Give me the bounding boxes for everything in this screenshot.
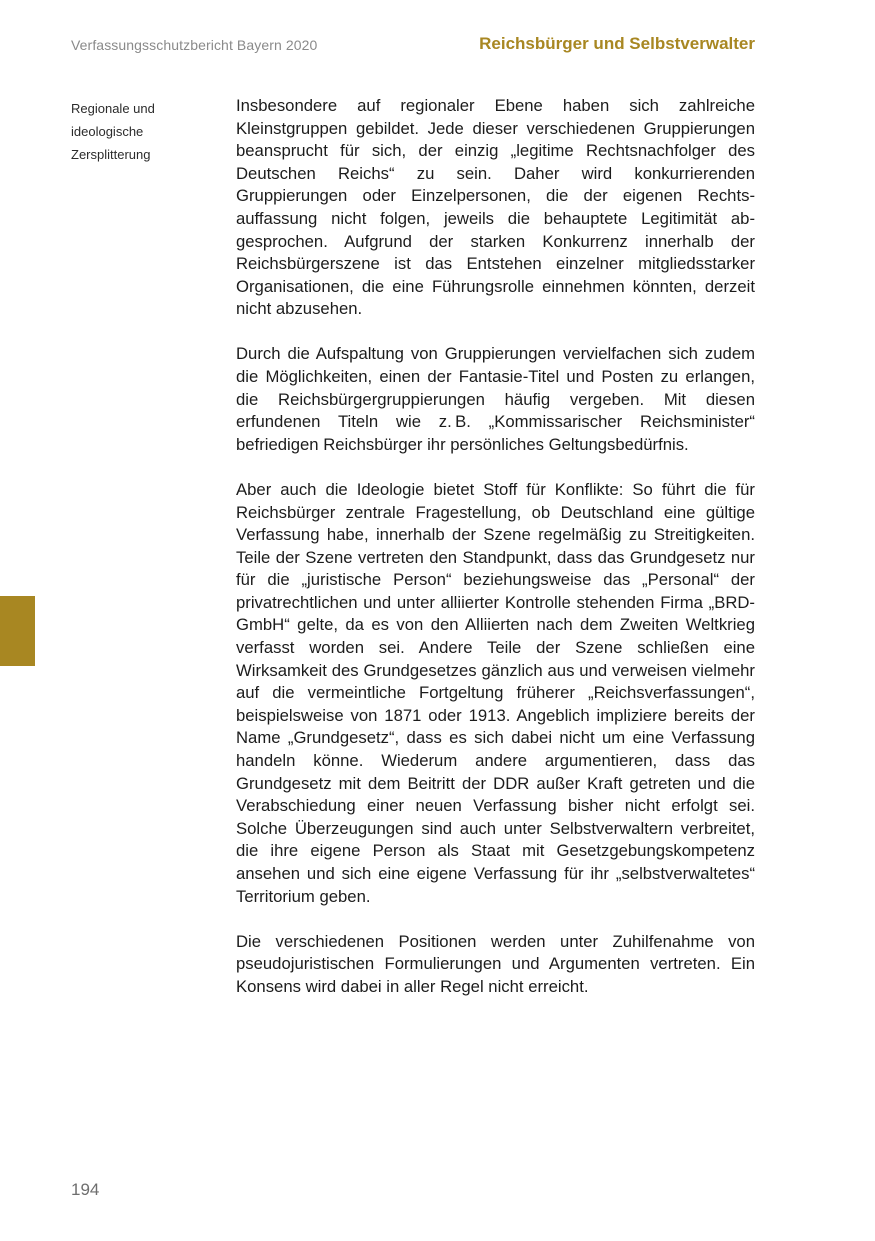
margin-note-line: Regionale und [71, 101, 155, 116]
paragraph: Durch die Aufspaltung von Gruppierungen vervielfachen sich zudem die Möglichkeiten, einen der Fantasie-Titel und Posten zu erlangen, die Reichsbürgergruppierungen häufig vergeben. Mit diesen erfundenen Titeln wie z. B. „Kommissarischer Reichsminister“ befriedigen Reichsbürger ihr persönliches Geltungsbedürfnis. [236, 344, 755, 454]
page-number: 194 [71, 1180, 100, 1199]
margin-note-line: Zersplitterung [71, 147, 151, 162]
paragraph: Insbesondere auf regionaler Ebene haben sich zahlreiche Kleinstgruppen gebildet. Jede dieser verschiedenen Gruppierungen beansprucht für sich, der einzig „legitime Rechtsnachfolger des Deutschen Reichs“ zu sein. Daher wird konkurrierenden Gruppierungen oder Einzelpersonen, die der eigenen Rechtsauffassung nicht folgen, jeweils die behauptete Legitimität abgesprochen. Aufgrund der starken Konkurrenz innerhalb der Reichsbürgerszene ist das Entstehen einzelner mitgliedsstarker Organisationen, die eine Führungsrolle einnehmen könnten, derzeit nicht abzusehen. [236, 96, 755, 319]
paragraph: Die verschiedenen Positionen werden unter Zuhilfenahme von pseudojuristischen Formulierungen und Argumenten vertreten. Ein Konsens wird dabei in aller Regel nicht erreicht. [236, 931, 755, 996]
margin-note-line: ideologische [71, 124, 144, 139]
margin-note [71, 97, 211, 166]
chapter-thumb-tab [0, 596, 35, 666]
running-header-chapter: Reichsbürger und Selbstverwalter [479, 34, 755, 53]
running-header-publication: Verfassungsschutzbericht Bayern 2020 [71, 37, 318, 53]
body-text [236, 95, 755, 1021]
paragraph: Aber auch die Ideologie bietet Stoff für Konflikte: So führt die für Reichsbürger zentrale Fragestellung, ob Deutschland eine gültige Verfassung habe, innerhalb der Szene regelmäßig zu Streitigkeiten. Teile der Szene vertreten den Standpunkt, dass das Grundgesetz nur für die „juristische Person“ beziehungsweise das „Personal“ der privatrechtlichen und unter alliierter Kontrolle stehenden Firma „BRD-GmbH“ gelte, da es von den Alliierten nach dem Zweiten Weltkrieg verfasst worden sei. Andere Teile der Szene schließen eine Wirksamkeit des Grundgesetzes gänzlich aus und verweisen vielmehr auf die vermeintliche Fortgeltung früherer „Reichsverfassungen“, beispielsweise von 1871 oder 1913. Angeblich impliziere bereits der Name „Grundgesetz“, dass es sich dabei nicht um eine Verfassung handeln könne. Wiederum andere argumentieren, dass das Grundgesetz mit dem Beitritt der DDR außer Kraft getreten und die Verabschiedung einer neuen Verfassung bisher nicht erfolgt sei. Solche Überzeugungen sind auch unter Selbstverwaltern verbreitet, die ihre eigene Person als Staat mit Gesetzgebungskompetenz ansehen und sich eine eigene Verfassung für ihr „selbstverwaltetes“ Territorium geben. [236, 479, 755, 906]
